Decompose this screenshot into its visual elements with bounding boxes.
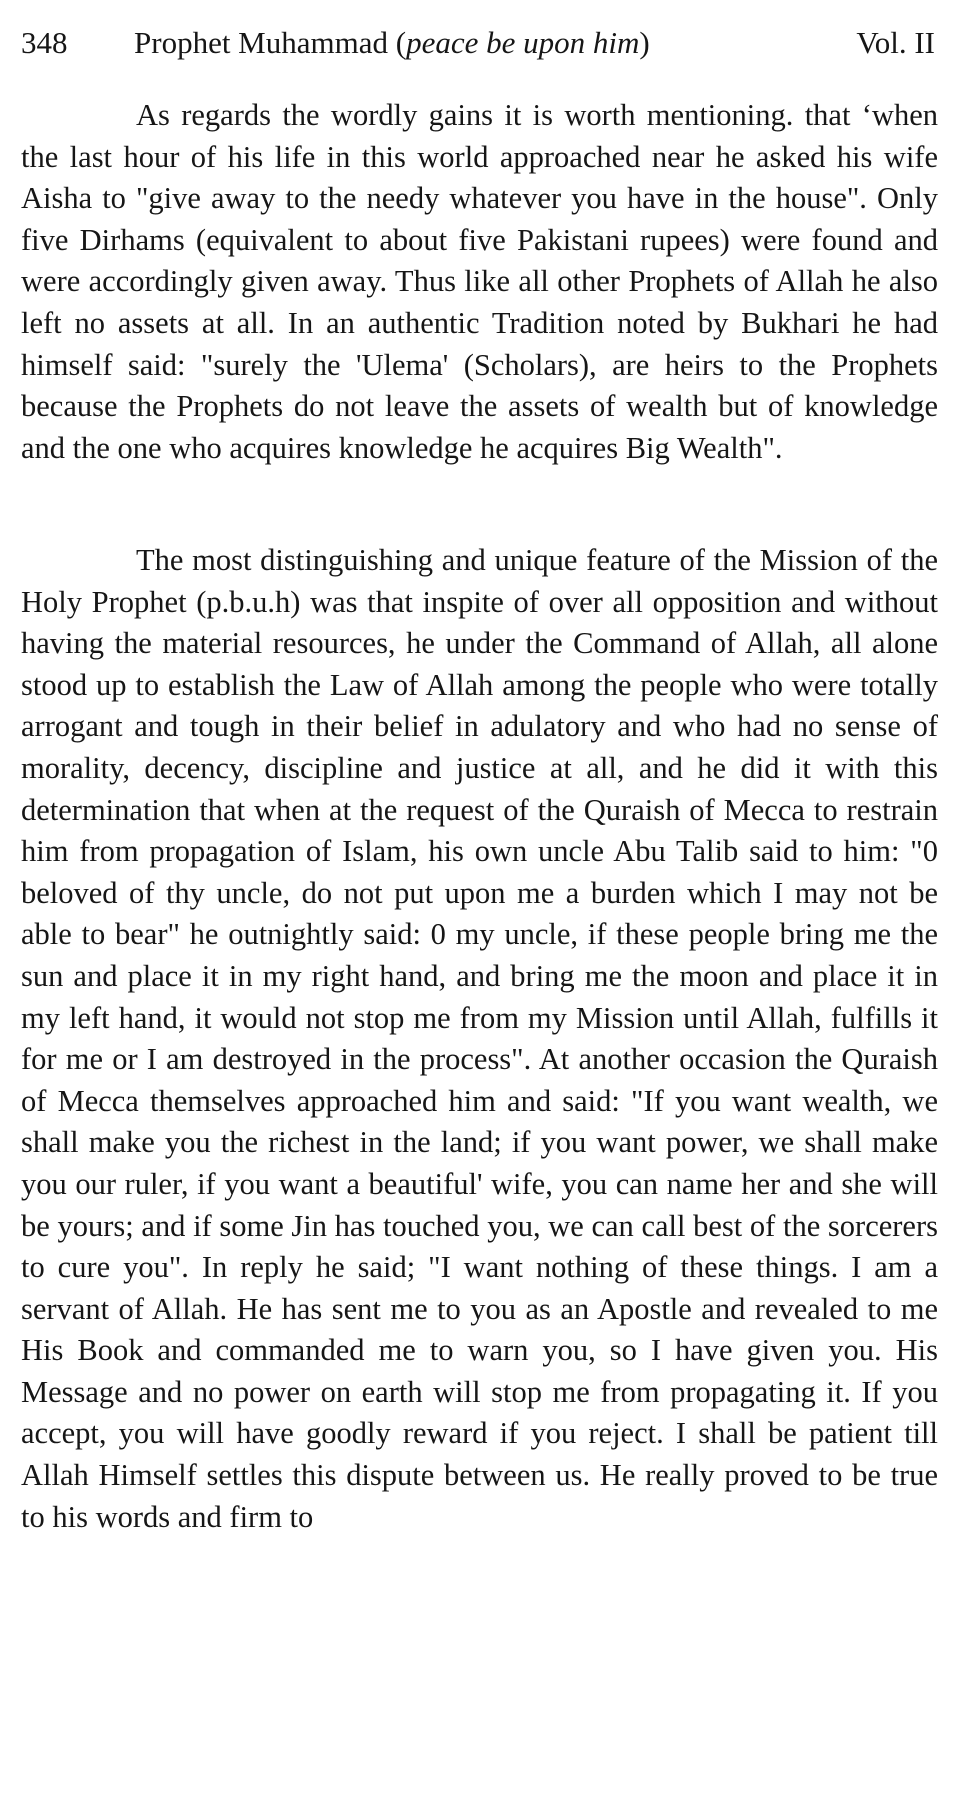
book-page: [21, 0, 941, 1796]
paragraph-mission-feature: The most distinguishing and unique feature of the Mission of the Holy Prophet (p.b.u.h) was that inspite of over all opposition and without having the material resources, he under the Command of Allah, all alone stood up to establish the Law of Allah among the people who were totally arrogant and tough in their belief in adulatory and who had no sense of morality, decency, discipline and justice at all, and he did it with this determination that when at the request of the Quraish of Mecca to restrain him from propagation of Islam, his own uncle Abu Talib said to him: "0 beloved of thy uncle, do not put upon me a burden which I may not be able to bear" he outnightly said: 0 my uncle, if these people bring me the sun and place it in my right hand, and bring me the moon and place it in my left hand, it would not stop me from my Mission until Allah, fulfills it for me or I am destroyed in the process". At another occasion the Quraish of Mecca themselves approached him and said: "If you want wealth, we shall make you the richest in the land; if you want power, we shall make you our ruler, if you want a beautiful' wife, you can name her and she will be yours; and if some Jin has touched you, we can call best of the sorcerers to cure you". In reply he said; "I want nothing of these things. I am a servant of Allah. He has sent me to you as an Apostle and revealed to me His Book and commanded me to warn you, so I have given you. His Message and no power on earth will stop me from propagating it. If you accept, you will have goodly reward if you reject. I shall be patient till Allah Himself settles this dispute between us. He really proved to be true to his words and firm to: [21, 543, 938, 1534]
title-suffix: ): [639, 25, 650, 60]
title-prefix: Prophet Muhammad (: [134, 25, 407, 60]
title-italic: peace be upon him: [406, 25, 640, 60]
paragraph-wordly-gains: As regards the wordly gains it is worth mentioning. that ‘when the last hour of his life in this world approached near he asked his wife Aisha to "give away to the needy whatever you have in the house". Only five Dirhams (equivalent to about five Pakistani rupees) were found and were accordingly given away. Thus like all other Prophets of Allah he also left no assets at all. In an authentic Tradition noted by Bukhari he had himself said: "surely the 'Ulema' (Scholars), are heirs to the Prophets because the Prophets do not leave the assets of wealth but of knowledge and the one who acquires knowledge he acquires Big Wealth".: [21, 98, 938, 465]
page-number: 348: [21, 25, 68, 60]
running-title: [134, 23, 650, 63]
running-header: [21, 23, 941, 63]
volume-label: Vol. II: [856, 25, 935, 60]
